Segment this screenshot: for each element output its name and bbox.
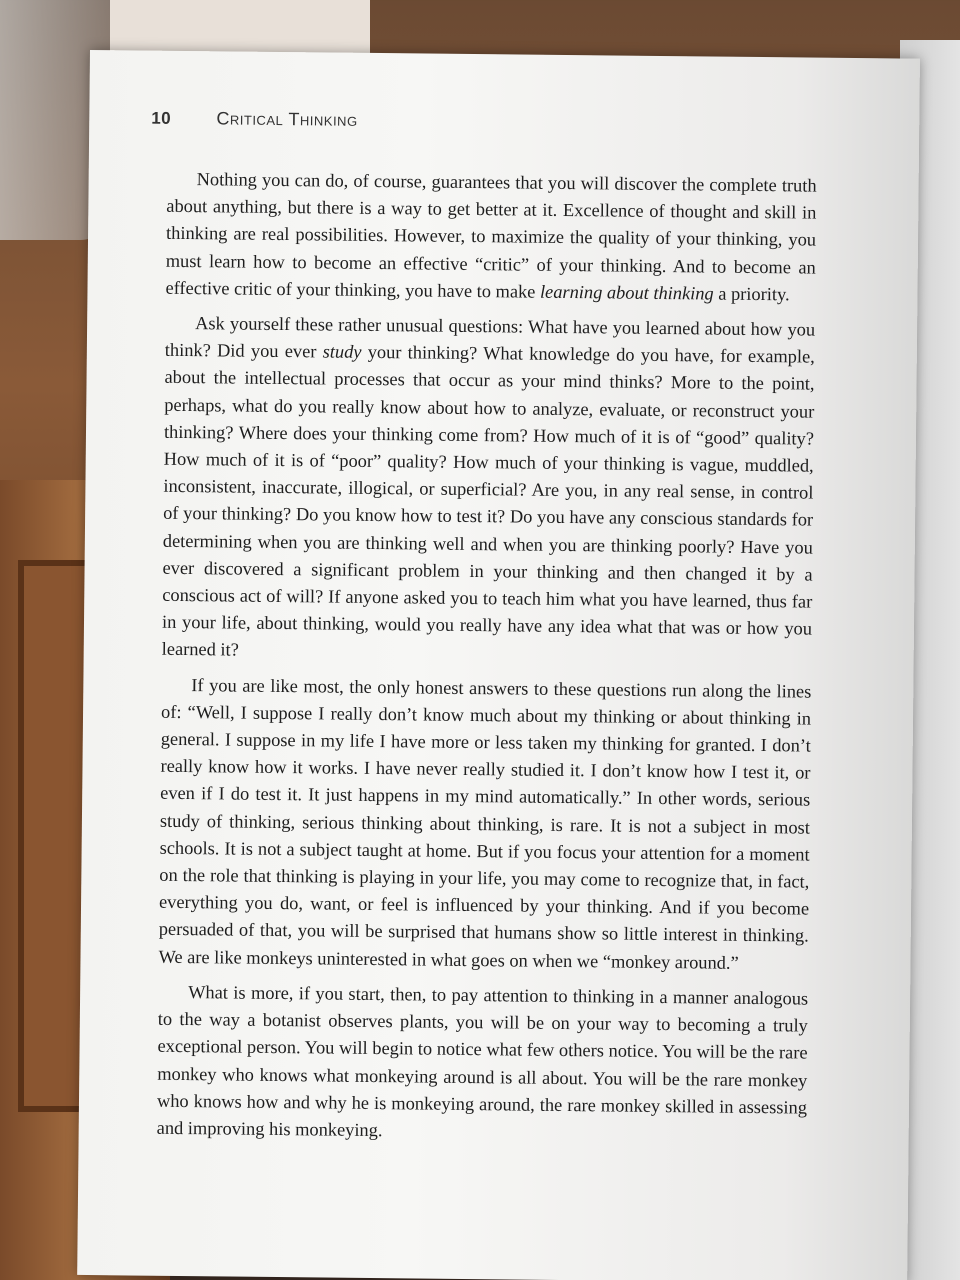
paragraph-2	[162, 310, 816, 670]
paragraph-text: a priority.	[713, 283, 790, 305]
paragraph-text: What is more, if you start, then, to pay attention to thinking in a manner analogous to the way a botanist observes plants, you will be on your way to becoming a truly exceptional person. You will begin to notice what few others notice. You will be the rare monkey who knows what monkeying around is all about. You will be the rare monkey who knows how and why he is monkeying around, the rare monkey skilled in assessing and improving his monkeying.	[156, 981, 809, 1141]
book-page	[77, 50, 920, 1280]
paragraph-text: If you are like most, the only honest answers to these questions run along the lines of: “Well, I suppose I really don’t know much about my thinking or about thinking in general. I suppose in my life I have more or less taken my thinking for granted. I don’t really know how it works. I have never really studied it. I don’t know how I test it, or even if I do test it. It just happens in my mind automatically.” In other words, serious study of thinking, serious thinking about thinking, is rare. It is not a subject in most schools. It is not a subject taught at home. But if you focus your attention for a moment on the role that thinking is playing in your life, you may come to recognize that, in fact, everything you do, want, or feel is influenced by your thinking. And if you become persuaded of that, you will be surprised that humans show so little interest in thinking. We are like monkeys uninterested in what goes on when we “monkey around.”	[158, 674, 812, 973]
paragraph-1	[165, 166, 816, 309]
paragraph-text: your thinking? What knowledge do you have, for example, about the intellectual processes that occur as your mind thinks? More to the point, perhaps, what do you really know about how to analyze, evaluate, or reconstruct your thinking? Where does your thinking come from? How much of it is of “good” quality? How much of it is of “poor” quality? How much of your thinking is vague, muddled, inconsistent, inaccurate, illogical, or superficial? Are you, in any real sense, in control of your thinking? Do you know how to test it? Do you have any conscious standards for determining when you are thinking well and when you are thinking poorly? Have you ever discovered a significant problem in your thinking and then changed it by a conscious act of will? If anyone asked you to teach him what you have learned, thus far in your life, about thinking, would you really have any idea what that was or how you learned it?	[161, 342, 815, 661]
paragraph-text: Ask yourself these rather unusual questions: What have you learned about how you think? Did you ever	[164, 313, 816, 362]
paragraph-emphasis: study	[322, 341, 362, 363]
page-header	[151, 108, 358, 131]
paragraph-emphasis: learning about thinking	[539, 281, 714, 304]
paragraph-text: Nothing you can do, of course, guarantees that you will discover the complete truth about anything, but there is a way to get better at it. Excellence of thought and skill in thinking are real possibilities. However, to maximize the quality of your thinking, you must learn how to become an effective “critic” of your thinking. And to become an effective critic of your thinking, you have to make	[165, 169, 817, 302]
body-text	[156, 166, 816, 1157]
running-title: Critical Thinking	[216, 108, 358, 130]
page-number: 10	[151, 108, 172, 128]
paragraph-4	[157, 979, 809, 1149]
paragraph-3	[158, 671, 811, 977]
